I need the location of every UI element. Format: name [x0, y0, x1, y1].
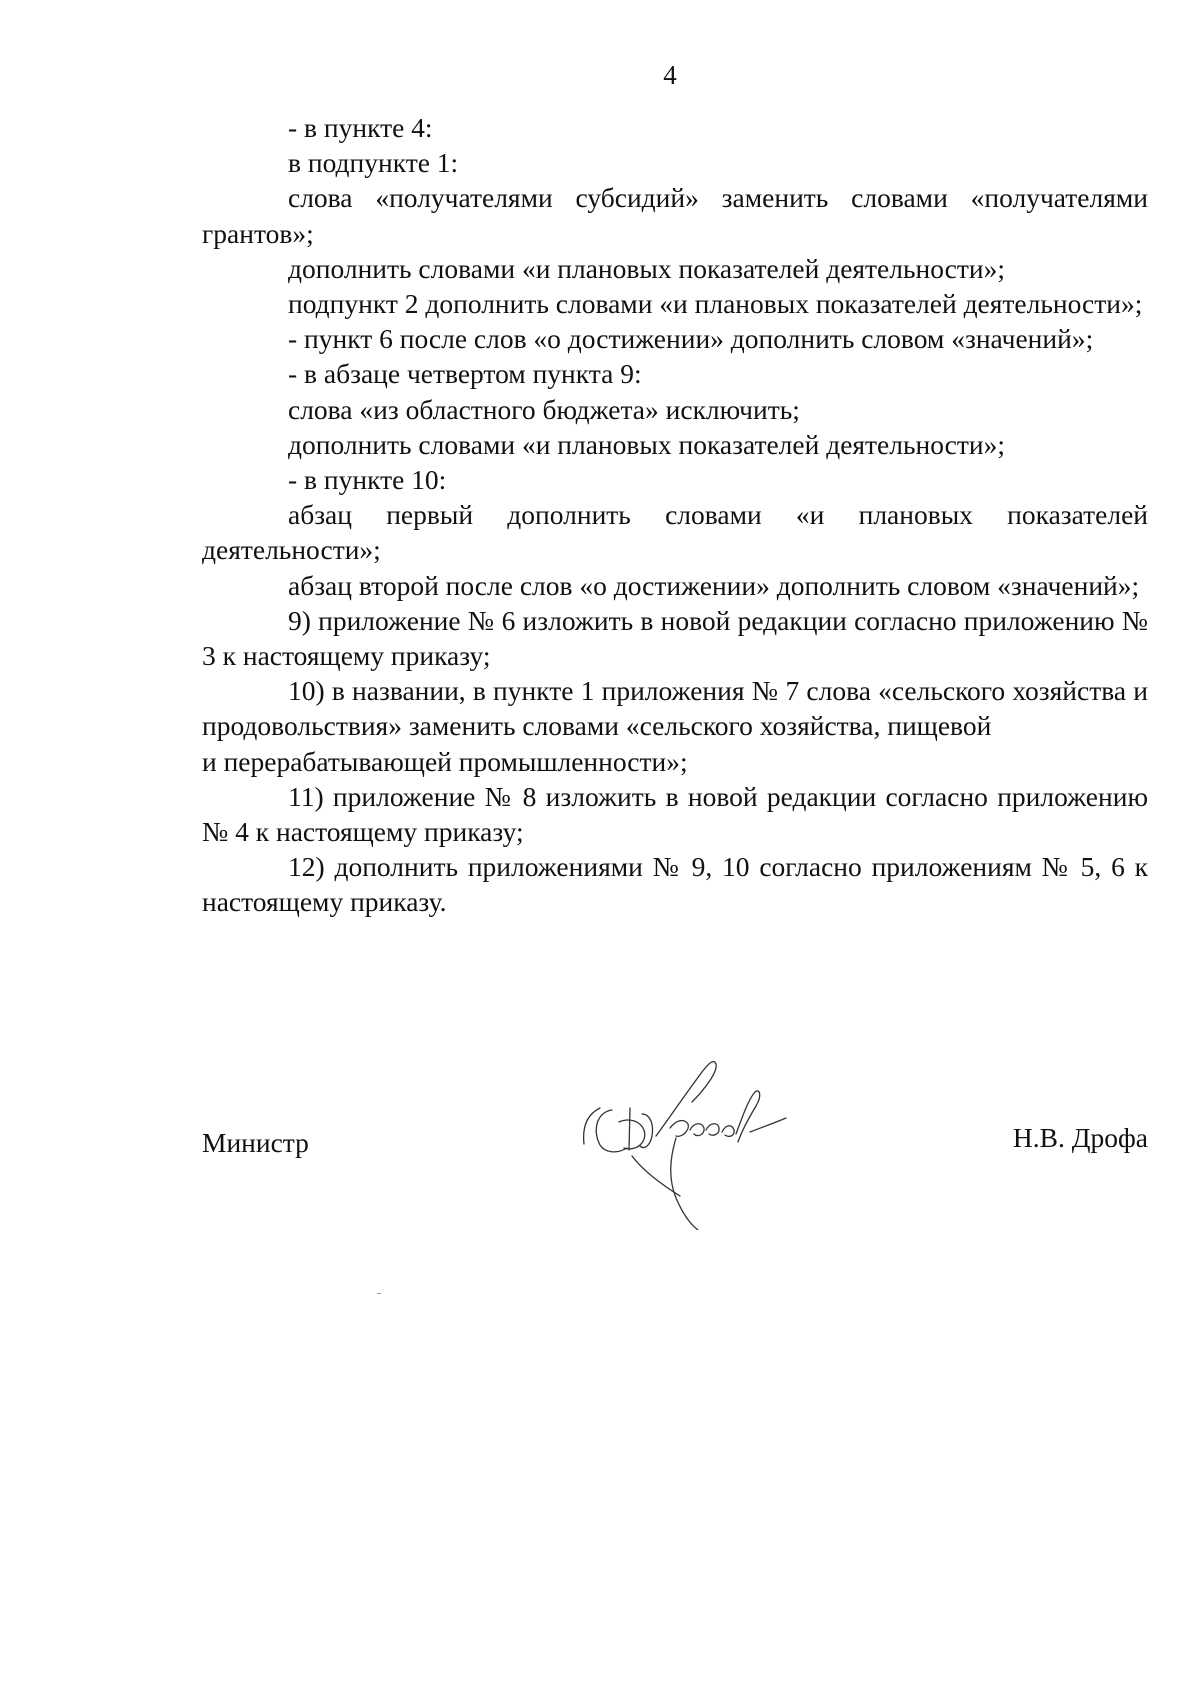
paragraph: подпункт 2 дополнить словами «и плановых показателей деятельности»;: [288, 288, 1143, 320]
paragraph: абзац второй после слов «о достижении» дополнить словом «значений»;: [288, 569, 1140, 601]
handwritten-signature: [572, 1050, 802, 1230]
signatory-name: Н.В. Дрофа: [1012, 1122, 1148, 1153]
paragraph: и перерабатывающей промышленности»;: [202, 745, 688, 777]
paragraph: дополнить словами «и плановых показателей деятельности»;: [288, 252, 1006, 284]
paragraph: 9) приложение № 6 изложить в новой редакции согласно приложению № 3 к настоящему приказу;: [202, 604, 1148, 672]
paragraph: абзац первый дополнить словами «и плановых показателей деятельности»;: [202, 499, 1148, 566]
paragraph: 11) приложение № 8 изложить в новой редакции согласно приложению № 4 к настоящему приказу;: [202, 780, 1148, 848]
scan-speck: [377, 1293, 381, 1294]
paragraph: - пункт 6 после слов «о достижении» дополнить словом «значений»;: [288, 323, 1094, 355]
paragraph: 12) дополнить приложениями № 9, 10 согласно приложениям № 5, 6 к настоящему приказу.: [202, 851, 1148, 918]
paragraph: слова «получателями субсидий» заменить словами «получателями грантов»;: [202, 182, 1148, 249]
paragraph: слова «из областного бюджета» исключить;: [288, 393, 800, 425]
paragraph: в подпункте 1:: [288, 147, 459, 179]
paragraph: - в пункте 10:: [288, 464, 447, 496]
page-number: 4: [663, 60, 677, 90]
paragraph: - в пункте 4:: [288, 112, 433, 143]
paragraph: дополнить словами «и плановых показателей деятельности»;: [288, 428, 1006, 460]
paragraph: - в абзаце четвертом пункта 9:: [288, 358, 642, 390]
paragraph: 10) в названии, в пункте 1 приложения № 7 слова «сельского хозяйства и продовольствия» заменить словами «сельского хозяйства, пищевой: [202, 675, 1148, 742]
document-body: [202, 110, 1148, 920]
signature-block: [202, 1050, 1148, 1250]
signatory-title: Министр: [202, 1127, 309, 1158]
